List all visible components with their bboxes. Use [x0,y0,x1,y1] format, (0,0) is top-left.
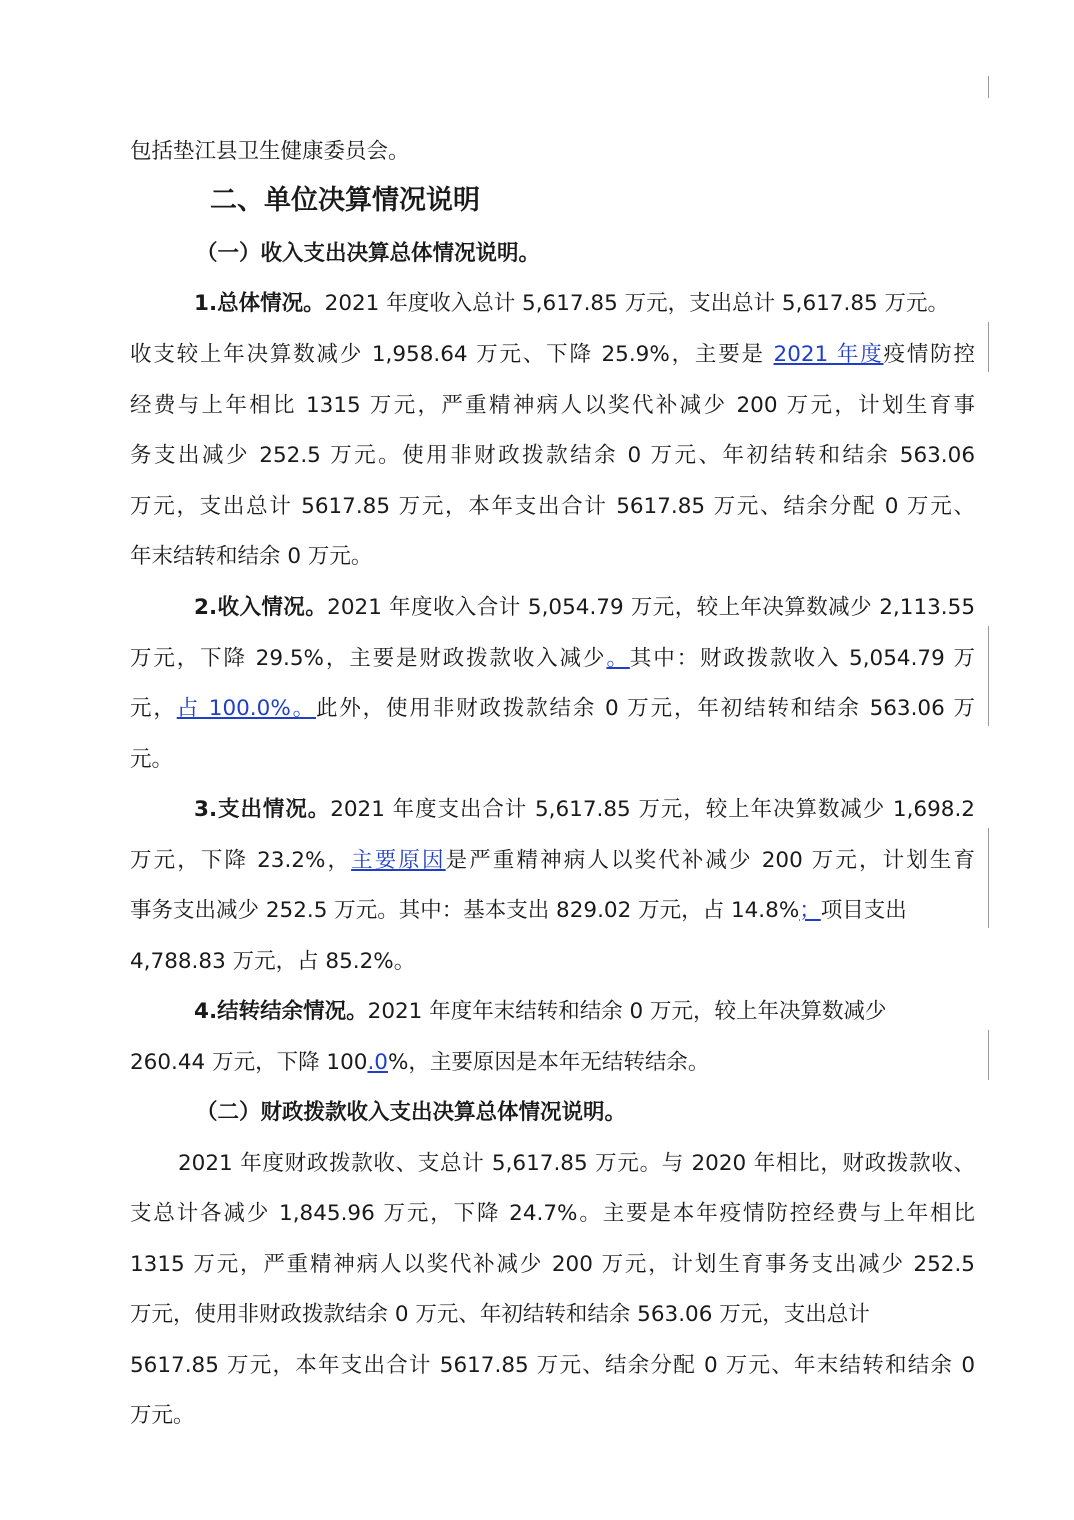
subsection-heading: （一）收入支出决算总体情况说明。 [196,241,541,266]
paragraph-line: 年末结转和结余 0 万元。 [130,544,373,569]
paragraph-line: 万元。 [130,1403,195,1428]
paragraph-line: 万元，支出总计 5617.85 万元，本年支出合计 5617.85 万元、结余分配 0 万元、 [130,494,975,519]
revision-bar [988,626,989,726]
paragraph-line: 4,788.83 万元，占 85.2%。 [130,949,416,974]
paragraph-text: 260.44 万元，下降 100 [130,1050,368,1075]
revision-bar [988,76,989,98]
hyperlink[interactable]: 2021 年度 [773,342,884,367]
paragraph-line [130,1049,975,1077]
paragraph-line [194,998,954,1026]
paragraph-text: 元， [130,696,177,721]
revision-bar [988,1030,989,1080]
paragraph-line: 支总计各减少 1,845.96 万元，下降 24.7%。主要是本年疫情防控经费与上年相比 [130,1201,975,1226]
paragraph-line [194,796,975,824]
paragraph-text: 2021 年度收入总计 5,617.85 万元，支出总计 5,617.85 万元。 [324,291,950,316]
paragraph-line [130,897,950,925]
paragraph-text: %，主要原因是本年无结转结余。 [387,1050,710,1075]
paragraph-text: 2021 年度收入合计 5,054.79 万元，较上年决算数减少 2,113.55 [327,595,975,620]
paragraph-lead: 2.收入情况。 [194,595,328,620]
paragraph-line [130,695,975,723]
paragraph-line [130,645,975,673]
paragraph-text: 万元，下降 23.2%， [130,848,352,873]
revision-bar [988,828,989,928]
hyperlink[interactable]: ； [799,898,821,923]
paragraph-line: 务支出减少 252.5 万元。使用非财政拨款结余 0 万元、年初结转和结余 563.06 [130,443,975,468]
paragraph-text: 此外，使用非财政拨款结余 0 万元，年初结转和结余 563.06 万 [315,696,975,721]
paragraph-text: 2021 年度支出合计 5,617.85 万元，较上年决算数减少 1,698.2 [330,797,975,822]
paragraph-line [130,341,975,369]
paragraph-line [194,290,975,318]
paragraph-text: 其中：财政拨款收入 5,054.79 万 [629,646,975,671]
paragraph-line: 5617.85 万元，本年支出合计 5617.85 万元、结余分配 0 万元、年末结转和结余 0 [130,1353,975,1378]
paragraph-line: 经费与上年相比 1315 万元，严重精神病人以奖代补减少 200 万元，计划生育事 [130,393,975,418]
paragraph-text: 疫情防控 [883,342,975,367]
paragraph-text: 收支较上年决算数减少 1,958.64 万元、下降 25.9%，主要是 [130,342,774,367]
paragraph-lead: 3.支出情况。 [194,797,331,822]
paragraph-text: 事务支出减少 252.5 万元。其中：基本支出 829.02 万元，占 14.8% [130,898,800,923]
paragraph-line [194,594,975,622]
revision-bar [988,322,989,372]
hyperlink[interactable]: 主要原因 [351,848,446,873]
paragraph-text: 万元，下降 29.5%，主要是财政拨款收入减少 [130,646,607,671]
hyperlink[interactable]: 占 100.0%。 [176,696,316,721]
paragraph-text: 项目支出 [820,898,907,923]
hyperlink[interactable]: 。 [606,646,630,671]
paragraph-line: 2021 年度财政拨款收、支总计 5,617.85 万元。与 2020 年相比，财政拨款收、 [178,1151,975,1176]
paragraph-text: 是严重精神病人以奖代补减少 200 万元，计划生育 [445,848,975,873]
body-line: 包括垫江县卫生健康委员会。 [130,139,410,164]
paragraph-lead: 1.总体情况。 [194,291,325,316]
hyperlink[interactable]: .0 [367,1050,388,1075]
paragraph-lead: 4.结转结余情况。 [194,999,368,1024]
paragraph-line [130,847,975,875]
paragraph-line: 1315 万元，严重精神病人以奖代补减少 200 万元，计划生育事务支出减少 252.5 [130,1252,975,1277]
paragraph-line: 元。 [130,747,174,772]
section-heading: 二、单位决算情况说明 [210,185,480,216]
paragraph-line: 万元，使用非财政拨款结余 0 万元、年初结转和结余 563.06 万元，支出总计 [130,1302,870,1327]
subsection-heading: （二）财政拨款收入支出决算总体情况说明。 [196,1100,627,1125]
paragraph-text: 2021 年度年末结转和结余 0 万元，较上年决算数减少 [367,999,887,1024]
